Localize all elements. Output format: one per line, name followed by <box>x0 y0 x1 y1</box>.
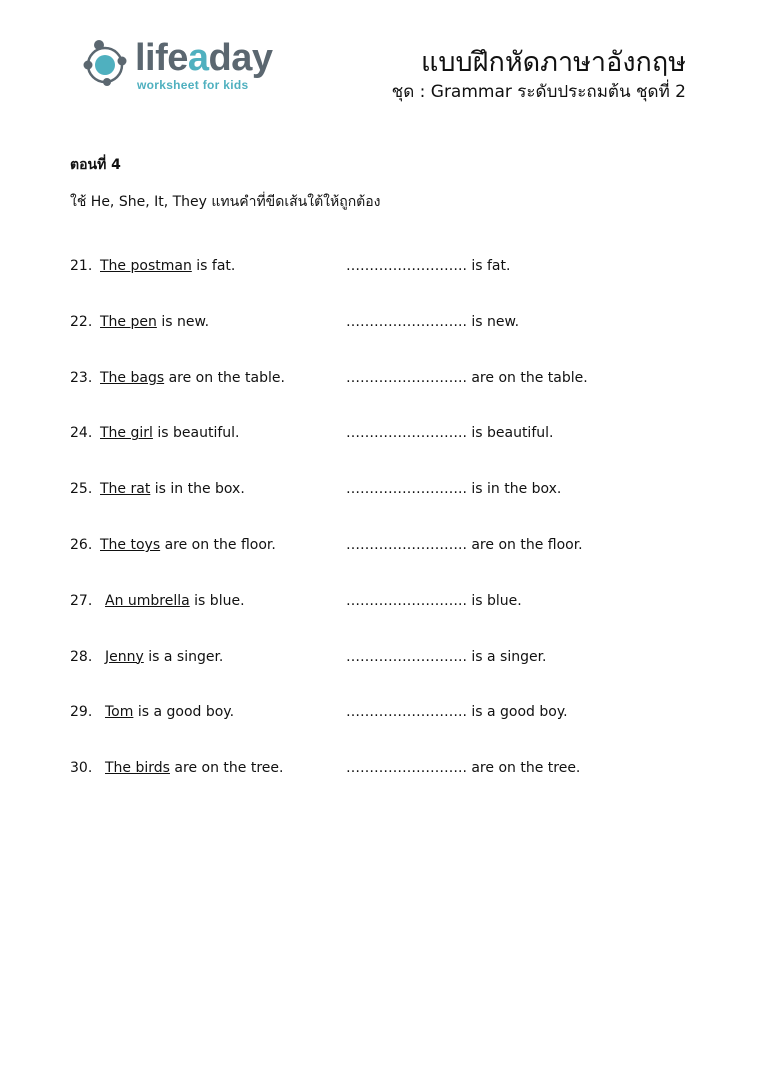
question-item <box>70 368 710 424</box>
answer-rest: is new. <box>466 313 520 330</box>
sentence-rest: is new. <box>156 313 210 330</box>
sentence-rest: is blue. <box>189 592 245 609</box>
sentence-rest: is a good boy. <box>133 704 235 721</box>
answer-blank[interactable]: …………………….. <box>346 313 467 330</box>
question-number: 30. <box>70 760 93 777</box>
section-title: ตอนที่ 4 <box>70 157 121 173</box>
question-number: 24. <box>70 425 93 442</box>
answer-line <box>346 647 547 667</box>
underlined-subject: The rat <box>100 481 151 498</box>
answer-rest: are on the floor. <box>466 536 583 553</box>
answer-blank[interactable]: …………………….. <box>346 425 467 442</box>
answer-rest: is a good boy. <box>466 704 568 721</box>
sentence-rest: is fat. <box>191 258 236 274</box>
question-sentence <box>100 423 239 443</box>
brand-tagline: worksheet for kids <box>137 78 249 92</box>
answer-rest: is a singer. <box>466 648 547 665</box>
brand-highlight: a <box>187 37 209 79</box>
answer-blank[interactable]: …………………….. <box>346 536 467 553</box>
question-sentence <box>100 368 285 388</box>
brand-suffix: day <box>208 37 273 79</box>
underlined-subject: The birds <box>105 760 170 777</box>
question-number: 23. <box>70 369 93 386</box>
question-number: 25. <box>70 481 93 498</box>
worksheet-subtitle: ชุด : Grammar ระดับประถมต้น ชุดที่ 2 <box>391 82 686 102</box>
answer-blank[interactable]: …………………….. <box>346 704 467 721</box>
question-number: 27. <box>70 592 93 609</box>
question-item <box>70 256 710 312</box>
question-sentence <box>105 591 245 611</box>
answer-line <box>346 256 510 276</box>
answer-rest: are on the table. <box>466 369 588 386</box>
answer-blank[interactable]: …………………….. <box>346 369 467 386</box>
answer-line <box>346 368 588 388</box>
underlined-subject: The girl <box>100 425 153 442</box>
question-sentence <box>105 647 223 667</box>
question-number: 21. <box>70 258 93 274</box>
question-sentence <box>105 702 234 722</box>
question-sentence <box>100 479 245 499</box>
question-sentence <box>100 312 209 332</box>
answer-line <box>346 758 580 778</box>
brand-name <box>135 36 273 80</box>
answer-blank[interactable]: …………………….. <box>346 760 467 777</box>
underlined-subject: The postman <box>100 258 192 274</box>
question-item <box>70 591 710 647</box>
sentence-rest: are on the table. <box>164 369 285 386</box>
answer-line <box>346 479 561 499</box>
answer-blank[interactable]: …………………….. <box>346 258 467 274</box>
sentence-rest: is a singer. <box>143 648 224 665</box>
section-instructions: ใช้ He, She, It, They แทนคำที่ขีดเส้นใต้ให้ถูกต้อง <box>70 194 381 210</box>
brand-prefix: life <box>135 37 188 79</box>
molecule-logo-icon <box>82 38 132 90</box>
question-item <box>70 423 710 479</box>
underlined-subject: Tom <box>105 704 134 721</box>
brand-logo <box>82 38 282 98</box>
question-item <box>70 312 710 368</box>
answer-rest: is beautiful. <box>466 425 554 442</box>
underlined-subject: The pen <box>100 313 157 330</box>
answer-rest: is in the box. <box>466 481 562 498</box>
underlined-subject: Jenny <box>105 648 144 665</box>
answer-line <box>346 423 553 443</box>
question-item <box>70 702 710 758</box>
underlined-subject: An umbrella <box>105 592 190 609</box>
question-number: 28. <box>70 648 93 665</box>
question-item <box>70 758 710 814</box>
sentence-rest: are on the tree. <box>169 760 284 777</box>
answer-blank[interactable]: …………………….. <box>346 592 467 609</box>
sentence-rest: is beautiful. <box>152 425 240 442</box>
question-sentence <box>100 535 276 555</box>
question-number: 29. <box>70 704 93 721</box>
answer-blank[interactable]: …………………….. <box>346 648 467 665</box>
answer-rest: is fat. <box>466 258 511 274</box>
underlined-subject: The toys <box>100 536 161 553</box>
answer-rest: is blue. <box>466 592 522 609</box>
question-sentence <box>105 758 283 778</box>
worksheet-title: แบบฝึกหัดภาษาอังกฤษ <box>421 47 686 78</box>
underlined-subject: The bags <box>100 369 165 386</box>
question-number: 26. <box>70 536 93 553</box>
question-sentence <box>100 256 235 276</box>
answer-rest: are on the tree. <box>466 760 581 777</box>
answer-line <box>346 535 583 555</box>
answer-line <box>346 312 519 332</box>
question-number: 22. <box>70 313 93 330</box>
question-item <box>70 479 710 535</box>
question-item <box>70 535 710 591</box>
answer-line <box>346 702 568 722</box>
answer-blank[interactable]: …………………….. <box>346 481 467 498</box>
sentence-rest: is in the box. <box>150 481 245 498</box>
question-item <box>70 647 710 703</box>
sentence-rest: are on the floor. <box>160 536 276 553</box>
answer-line <box>346 591 522 611</box>
question-list <box>70 256 710 814</box>
